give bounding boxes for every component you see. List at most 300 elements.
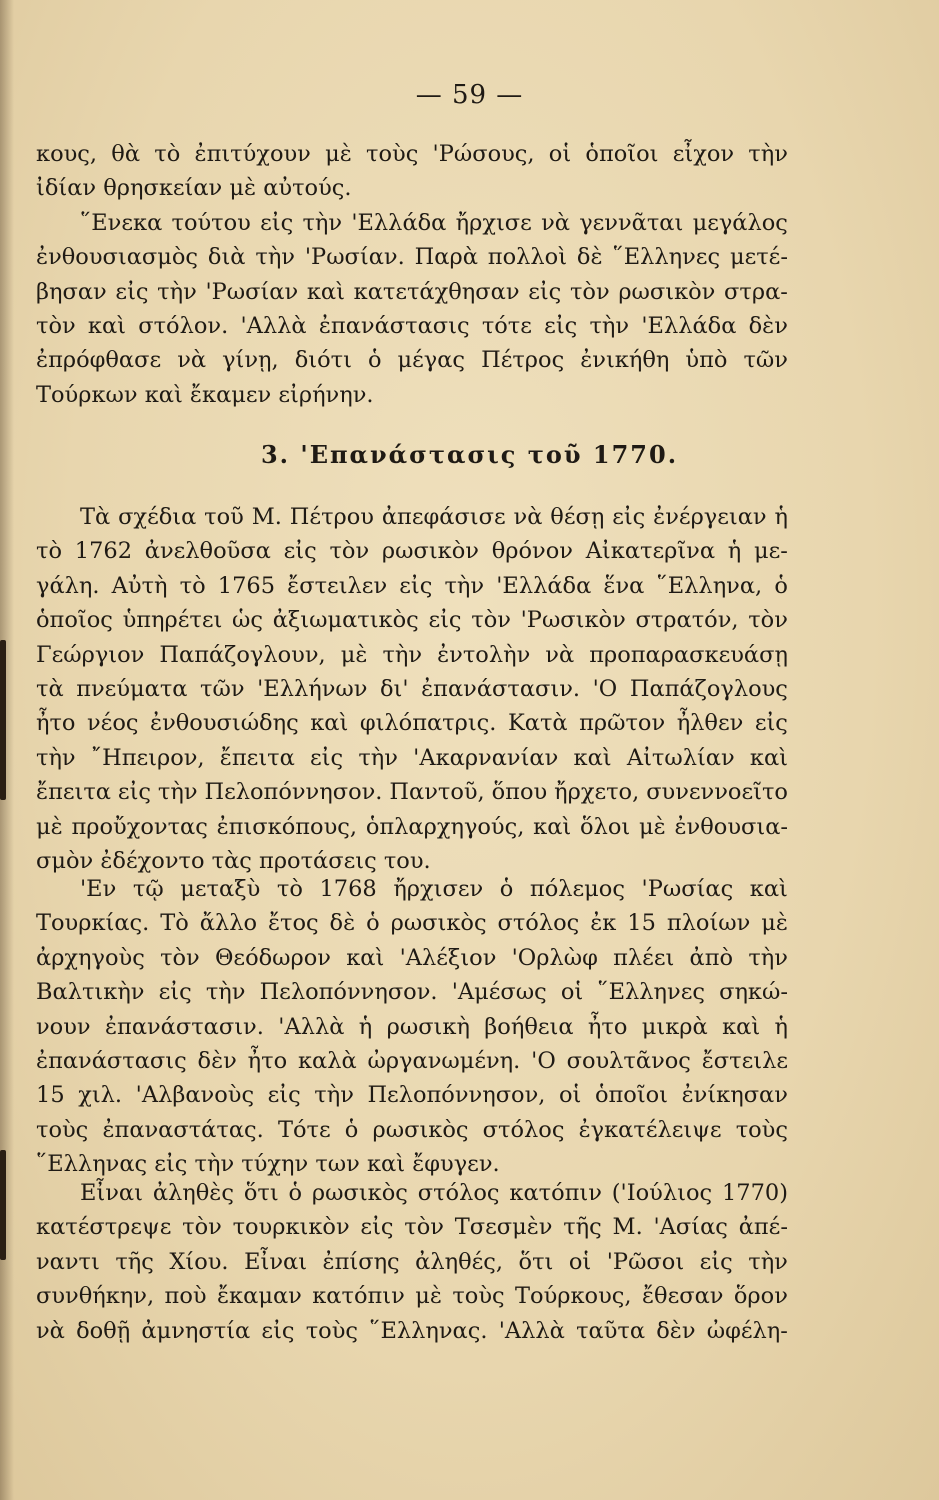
word: εἰς	[260, 209, 294, 236]
word: ὅτι	[243, 1180, 279, 1206]
word: 1768	[319, 876, 377, 902]
word: δὲν	[656, 1317, 696, 1344]
word: Μ.	[612, 1214, 643, 1241]
word: ἔστειλεν	[287, 572, 388, 599]
word: τούτου	[171, 209, 251, 236]
paragraph-block	[36, 500, 788, 878]
word: τὴν	[255, 244, 295, 271]
word: γεννᾶται	[579, 209, 684, 236]
page-edge-mark	[0, 640, 6, 800]
word: οἱ	[568, 1248, 592, 1275]
word: Χίου.	[169, 1248, 229, 1275]
word: εἰς	[699, 1248, 733, 1275]
word: ὅτι	[518, 1248, 554, 1275]
word: Τὰ	[80, 504, 111, 530]
text-line	[36, 706, 788, 740]
word: πολλοὶ	[487, 244, 568, 271]
word: ἔτος	[267, 910, 319, 937]
word: 'Ρωσίας	[641, 876, 734, 902]
word: 'Ορλὼφ	[511, 944, 598, 971]
word: κους,	[36, 141, 98, 167]
text-line	[36, 872, 788, 906]
text-line	[36, 275, 788, 309]
text-line	[36, 240, 788, 274]
word: Τότε	[277, 1116, 331, 1143]
word: 'Αλέξιον	[399, 944, 497, 971]
word: εἰς	[360, 1214, 394, 1241]
word: 'Ο	[592, 675, 618, 702]
word: εἶχον	[672, 141, 735, 167]
text-line	[36, 741, 788, 775]
word: ἐνθουσια-	[674, 813, 788, 840]
word: ἀληθὲς	[152, 1180, 234, 1206]
word: τῷ	[132, 876, 164, 902]
word: τοὺς	[36, 1116, 89, 1143]
word: καὶ	[722, 1013, 761, 1040]
word: μὲ	[340, 641, 368, 668]
word: τοὺς	[305, 1317, 358, 1344]
word: 1770)	[721, 1180, 788, 1206]
word: τὰ	[36, 675, 64, 702]
text-line	[36, 1010, 788, 1044]
word: Παπάζογλουν,	[159, 641, 326, 668]
word: εἰς	[612, 504, 646, 530]
word: ἦλθεν	[676, 710, 744, 737]
word: πλοίων	[666, 910, 751, 937]
word: μὲ	[415, 1283, 442, 1310]
word: σηκώ-	[719, 979, 788, 1006]
word: ἔκαμαν	[216, 1283, 302, 1310]
word: κατόπιν	[312, 1283, 405, 1310]
word: τὸ	[179, 572, 206, 599]
word: ὁ	[774, 572, 788, 599]
text-line	[36, 941, 788, 975]
word: ἐπανάστασις	[36, 1047, 187, 1074]
word: 15	[36, 1082, 65, 1109]
word: τὸν	[36, 312, 76, 339]
word: ρωσικὸς	[372, 1116, 469, 1143]
word: καὶ	[310, 710, 349, 737]
word: ὠργανωμένη.	[367, 1047, 521, 1074]
word: τοὺς	[735, 1116, 788, 1143]
word: ἔπειτα	[219, 744, 295, 771]
word: πνεύματα	[76, 675, 188, 702]
section-heading: 3. 'Επανάστασις τοῦ 1770.	[260, 440, 679, 469]
word: οἱ	[548, 141, 572, 167]
page-edge-mark	[0, 1150, 6, 1260]
word: Βαλτικὴν	[36, 979, 145, 1006]
word: ὁποῖοι	[585, 141, 659, 167]
word: ἤρχισε	[455, 209, 532, 236]
word: Εἶναι	[80, 1180, 143, 1206]
word: νὰ	[541, 209, 570, 236]
word: νὰ	[36, 1317, 65, 1344]
word: τὸν	[329, 538, 370, 565]
word: μὲ	[761, 910, 788, 937]
word: Αὐτὴ	[111, 572, 168, 599]
word: τὴν	[748, 1248, 788, 1275]
word: ἤρχισεν	[393, 876, 484, 902]
word: πόλεμος	[529, 876, 625, 902]
text-line: ἰδίαν θρησκείαν μὲ αὐτούς.	[36, 175, 352, 202]
word: καὶ	[306, 278, 345, 305]
word: ὁποῖοι	[594, 1082, 669, 1109]
word: ἐπανάστασιν.	[421, 675, 581, 702]
word: ἦτο	[247, 1047, 288, 1074]
word: ἀμνηστία	[141, 1317, 251, 1344]
word: ἐνικήθη	[580, 347, 670, 374]
word: 'Αλλὰ	[240, 312, 307, 339]
word: δὲν	[748, 312, 788, 339]
word: ἀπεφάσισε	[381, 504, 506, 530]
word: οἱ	[560, 979, 584, 1006]
word: δὲν	[197, 1047, 237, 1074]
word: στρα-	[724, 278, 788, 305]
word: εἰς	[754, 710, 788, 737]
word: διότι	[294, 347, 352, 374]
word: Πέτρος	[481, 347, 565, 374]
text-line	[36, 569, 788, 603]
word: Πελοπόννησον.	[259, 979, 438, 1006]
text-line	[36, 810, 788, 844]
word: Πελοπόννησον.	[204, 779, 383, 806]
word: τῶν	[200, 675, 245, 702]
word: τὴν	[157, 779, 198, 806]
word: πλέει	[613, 944, 675, 971]
word: μέγας	[397, 347, 466, 374]
word: ἐπανάστασις	[318, 312, 470, 339]
word: Τούρκους,	[515, 1283, 632, 1310]
word: ἐπανάστασιν.	[104, 1013, 264, 1040]
word: τὸ	[36, 538, 62, 565]
word: ῞Ελληνα,	[656, 572, 763, 599]
word: ῞Ελληνες	[597, 979, 705, 1006]
word: εἰς	[528, 278, 562, 305]
word: εἰς	[283, 538, 317, 565]
text-line	[36, 309, 788, 343]
word: 'Ελλήνων	[257, 675, 368, 702]
word: 'Ρώσους,	[432, 141, 535, 167]
text-line	[36, 638, 788, 672]
word: ἀληθές,	[415, 1248, 504, 1275]
word: Πελοπόννησον,	[367, 1082, 546, 1109]
word: τὸν	[404, 1214, 444, 1241]
word: προὔχοντας	[71, 813, 208, 840]
word: 1762	[74, 538, 133, 565]
text-line	[36, 672, 788, 706]
word: νουν	[36, 1013, 91, 1040]
word: οἱ	[559, 1082, 582, 1109]
word: 'Ασίας	[653, 1214, 728, 1241]
word: τὴν	[748, 141, 788, 167]
text-line: ῞Ελληνας εἰς τὴν τύχην των καὶ ἔφυγεν.	[36, 1151, 500, 1178]
text-line	[36, 775, 788, 809]
word: κατετάχθησαν	[353, 278, 520, 305]
word: ὠφέλη-	[706, 1317, 788, 1344]
text-line: Τούρκων καὶ ἔκαμεν εἰρήνην.	[36, 381, 374, 408]
word: καὶ	[749, 744, 788, 771]
word: 'Ρωσικὸν	[520, 607, 626, 634]
word: ἀνελθοῦσα	[144, 538, 271, 565]
text-line	[36, 975, 788, 1009]
word: ρωσικὴ	[386, 1013, 470, 1040]
word: συνθήκην,	[36, 1283, 155, 1310]
word: καὶ	[573, 744, 612, 771]
page-number: — 59 —	[415, 80, 524, 110]
word: τὴν	[36, 744, 76, 771]
word: διὰ	[207, 244, 246, 271]
word: στόλον.	[138, 312, 229, 339]
word: φιλόπατρις.	[359, 710, 497, 737]
word: Εἶναι	[244, 1248, 308, 1275]
word: συνεννοεῖτο	[646, 779, 788, 806]
word: τὴν	[157, 278, 197, 305]
word: ἐπισκόπους,	[216, 813, 358, 840]
word: Πέτρου	[289, 504, 374, 530]
word: ἔθεσαν	[641, 1283, 724, 1310]
word: τὸν	[748, 607, 788, 634]
word: τῆς	[563, 1214, 602, 1241]
word: 'Ακαρνανίαν	[413, 744, 559, 771]
word: ἡ	[358, 1013, 373, 1040]
word: ἐνίκησαν	[681, 1082, 788, 1109]
word: καὶ	[749, 876, 788, 902]
word: Μ.	[251, 504, 282, 530]
word: στόλος	[482, 1116, 565, 1143]
word: κατέστρεψε	[36, 1214, 172, 1241]
word: δι'	[379, 675, 409, 702]
word: γάλη.	[36, 572, 100, 599]
word: ἡ	[727, 538, 742, 565]
word: εἰς	[115, 278, 149, 305]
word: 'Ρωσίαν.	[304, 244, 405, 271]
word: ὑπηρέτει	[122, 607, 223, 634]
word: 'Αμέσως	[451, 979, 547, 1006]
word: ὁ	[367, 347, 382, 374]
word: χιλ.	[78, 1082, 123, 1109]
paragraph-block	[36, 137, 788, 412]
word: βοήθεια	[484, 1013, 574, 1040]
word: καλὰ	[297, 1047, 357, 1074]
word: τὴν	[382, 641, 423, 668]
word: Κατὰ	[507, 710, 568, 737]
word: τὴν	[358, 744, 398, 771]
word: 'Ο	[531, 1047, 556, 1074]
word: δὲ	[329, 910, 356, 937]
word: θὰ	[111, 141, 141, 167]
word: τὸν	[471, 607, 511, 634]
word: ἐπαναστάτας.	[102, 1116, 264, 1143]
word: μὲ	[36, 813, 63, 840]
word: νὰ	[177, 347, 207, 374]
word: τὸ	[276, 876, 303, 902]
word: εἰς	[399, 572, 433, 599]
word: ὁ	[366, 910, 380, 937]
word: ('Ιούλιος	[611, 1180, 713, 1206]
text-line	[36, 500, 788, 534]
word: ἦτο	[587, 1013, 628, 1040]
word: δοθῇ	[76, 1317, 131, 1344]
word: εἰς	[428, 607, 462, 634]
word: εἰς	[158, 979, 192, 1006]
word: μὲ	[325, 141, 352, 167]
word: μεγάλος	[692, 209, 788, 236]
word: τοὺς	[366, 141, 419, 167]
word: ἔστειλε	[701, 1047, 788, 1074]
word: 'Ελλάδα	[641, 312, 737, 339]
word: μικρὰ	[641, 1013, 708, 1040]
word: ῞Ελληνας.	[369, 1317, 488, 1344]
word: 'Ελλάδα	[351, 209, 447, 236]
word: Τσεσμὲν	[454, 1214, 553, 1241]
word: ἐπίσης	[322, 1248, 400, 1275]
word: ὡς	[232, 607, 263, 634]
word: σχέδια	[118, 504, 197, 530]
word: 1765	[217, 572, 276, 599]
word: ἔπειτα	[36, 779, 111, 806]
text-line	[36, 1245, 788, 1279]
word: νὰ	[545, 641, 575, 668]
word: Παρὰ	[414, 244, 478, 271]
word: Τουρκίας.	[36, 910, 150, 937]
word: εἰς	[261, 1317, 295, 1344]
word: 'Εν	[80, 876, 117, 902]
word: μετέ-	[729, 244, 788, 271]
word: Αἰτωλίαν	[626, 744, 735, 771]
text-line: σμὸν ἐδέχοντο τὰς προτάσεις του.	[36, 847, 431, 874]
word: Θεόδωρον	[214, 944, 331, 971]
word: ρωσικὸς	[311, 1180, 408, 1206]
word: τὴν	[748, 944, 788, 971]
word: τὸ	[154, 141, 181, 167]
word: μὲ	[639, 813, 666, 840]
word: ναντι	[36, 1248, 100, 1275]
word: ὁπλαρχηγούς,	[365, 813, 525, 840]
word: βησαν	[36, 278, 107, 305]
word: καὶ	[346, 944, 385, 971]
word: ρωσικὸν	[618, 278, 716, 305]
word: σουλτᾶνος	[566, 1047, 691, 1074]
word: ἐπρόφθασε	[36, 347, 162, 374]
text-line	[36, 534, 788, 568]
word: θέσῃ	[550, 504, 605, 530]
word: στρατόν,	[635, 607, 739, 634]
word: εἰς	[544, 312, 578, 339]
word: ἐνέργειαν	[653, 504, 767, 530]
word: ὁποῖος	[36, 607, 113, 634]
word: ὁ	[344, 1116, 359, 1143]
word: τὸν	[182, 1214, 222, 1241]
word: ἐκ	[590, 910, 617, 937]
word: Παπάζογλους	[629, 675, 788, 702]
word: Παντοῦ,	[389, 779, 485, 806]
paragraph-block	[36, 1176, 788, 1348]
word: 'Αλλὰ	[278, 1013, 345, 1040]
word: ὁ	[288, 1180, 303, 1206]
word: ἐντολὴν	[437, 641, 531, 668]
word: ἐνθουσιώδης	[150, 710, 299, 737]
text-line	[36, 1176, 788, 1210]
word: Γεώργιον	[36, 641, 145, 668]
word: 15	[627, 910, 656, 937]
word: τὴν	[589, 312, 630, 339]
word: τότε	[481, 312, 532, 339]
word: ὑπὸ	[685, 347, 728, 374]
word: δὲ	[576, 244, 603, 271]
word: ἤρχετο,	[554, 779, 640, 806]
word: ἐπιτύχουν	[194, 141, 311, 167]
word: νὰ	[513, 504, 543, 530]
word: γίνῃ,	[222, 347, 279, 374]
word: ποὺ	[164, 1283, 207, 1310]
word: εἰς	[267, 1082, 301, 1109]
word: στόλος	[417, 1180, 500, 1206]
word: ρωσικὸν	[381, 538, 479, 565]
word: ῎Ηπειρον,	[90, 744, 205, 771]
word: με-	[754, 538, 788, 565]
word: ὁ	[499, 876, 514, 902]
word: τουρκικὸν	[232, 1214, 350, 1241]
text-line	[36, 1279, 788, 1313]
word: ἀπὸ	[689, 944, 734, 971]
word: ῞Ελληνες	[612, 244, 721, 271]
word: εἰς	[310, 744, 344, 771]
word: μεταξὺ	[180, 876, 261, 902]
word: Τὸ	[160, 910, 189, 937]
word: τὴν	[314, 1082, 354, 1109]
word: ἐνθουσιασμὸς	[36, 244, 199, 271]
word: τὸν	[160, 944, 200, 971]
word: τὸν	[569, 278, 610, 305]
word: ταῦτα	[576, 1317, 646, 1344]
word: καὶ	[533, 813, 572, 840]
word: ἕνα	[603, 572, 645, 599]
word: πρῶτον	[579, 710, 666, 737]
word: 'Ελλάδα	[496, 572, 592, 599]
text-line	[36, 206, 788, 240]
text-line	[36, 906, 788, 940]
text-line	[36, 343, 788, 377]
word: 'Αλλὰ	[498, 1317, 565, 1344]
word: ἦτο	[36, 710, 76, 737]
word: νέος	[87, 710, 139, 737]
word: στόλος	[497, 910, 580, 937]
text-line	[36, 603, 788, 637]
text-line	[36, 1210, 788, 1244]
text-line	[36, 1044, 788, 1078]
paragraph-block	[36, 872, 788, 1182]
text-line	[36, 1314, 788, 1348]
word: ῞Ενεκα	[80, 209, 163, 236]
word: τῆς	[115, 1248, 154, 1275]
word: τοὺς	[452, 1283, 505, 1310]
word: ἐγκατέλειψε	[578, 1116, 722, 1143]
word: προπαρασκευάσῃ	[589, 641, 788, 668]
word: Αἰκατερῖνα	[585, 538, 716, 565]
word: ἀπέ-	[738, 1214, 788, 1241]
word: ὅλοι	[580, 813, 631, 840]
word: ἄλλο	[199, 910, 257, 937]
word: κατόπιν	[509, 1180, 602, 1206]
word: 'Ρωσίαν	[205, 278, 299, 305]
word: καὶ	[87, 312, 126, 339]
word: τὴν	[444, 572, 485, 599]
word: τὴν	[302, 209, 343, 236]
word: 'Αλβανοὺς	[135, 1082, 255, 1109]
word: ἀρχηγοὺς	[36, 944, 145, 971]
text-line	[36, 1078, 788, 1112]
word: τὴν	[205, 979, 246, 1006]
